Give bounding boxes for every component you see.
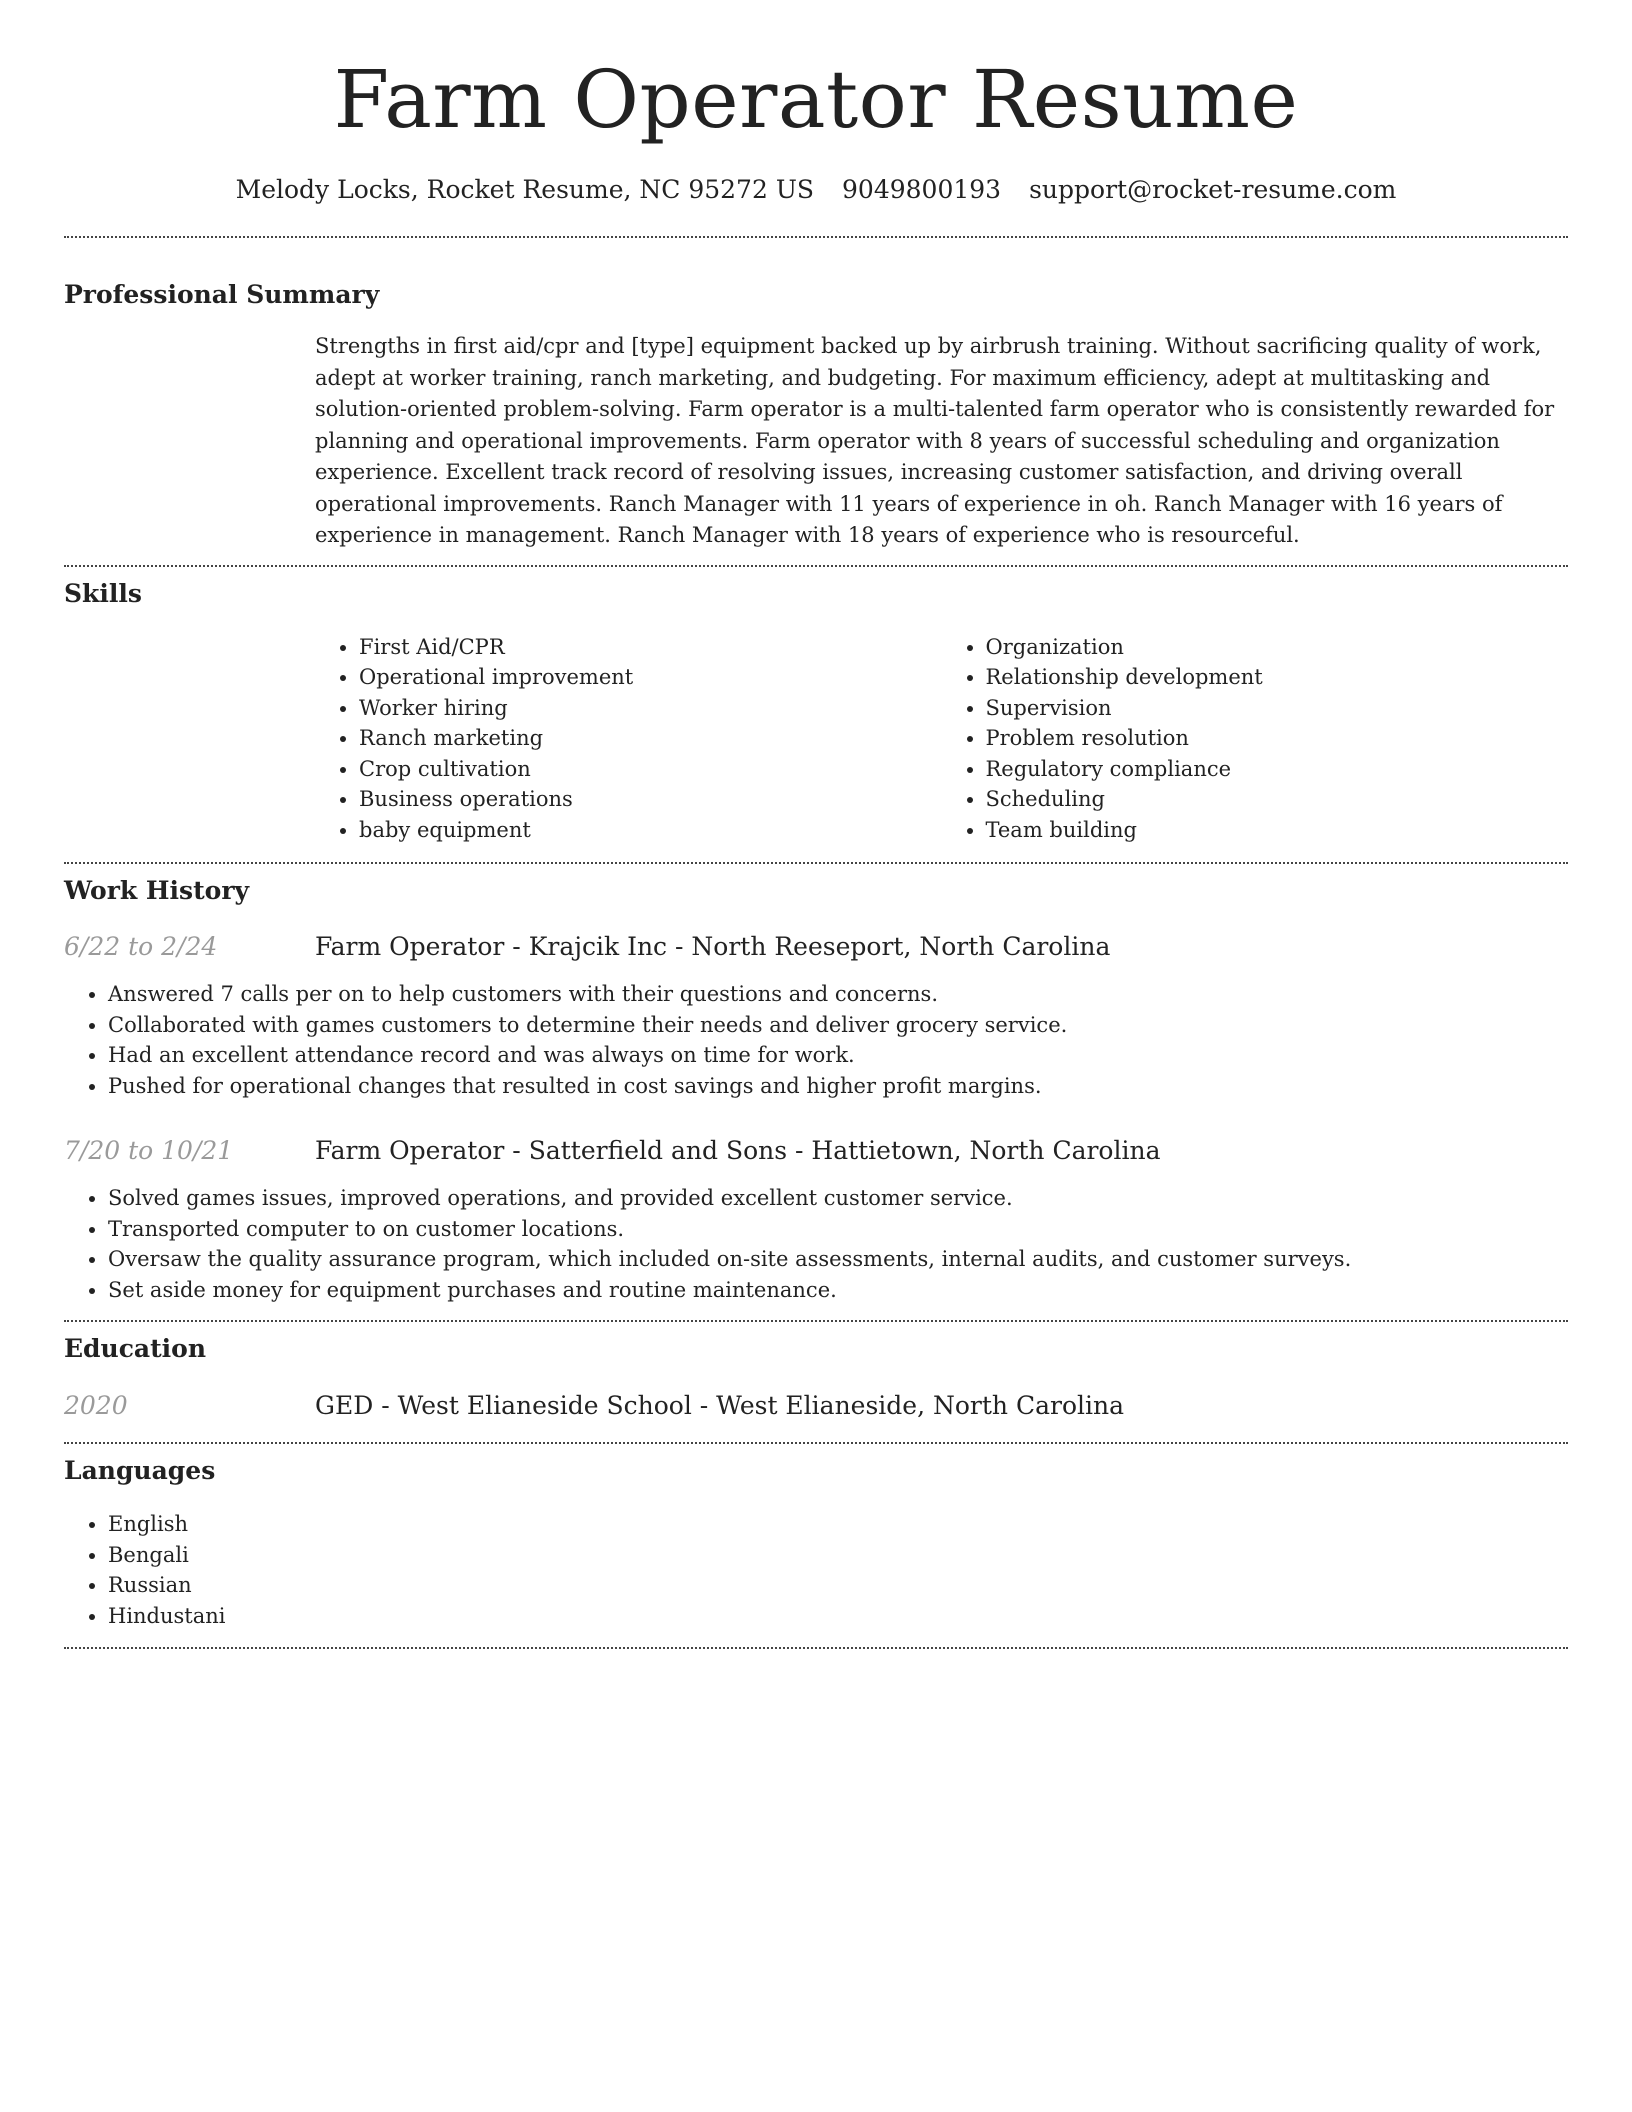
divider xyxy=(64,236,1568,238)
job-bullets xyxy=(64,1183,1568,1305)
divider xyxy=(64,1442,1568,1444)
skill-item: • Team building xyxy=(986,815,1569,846)
contact-email: support@rocket-resume.com xyxy=(1029,175,1397,204)
education-title: GED - West Elianeside School - West Elianeside, North Carolina xyxy=(315,1391,1124,1420)
job-dates: 6/22 to 2/24 xyxy=(64,932,218,961)
skill-item: • Organization xyxy=(986,632,1569,663)
skills-heading: Skills xyxy=(64,578,142,608)
divider xyxy=(64,862,1568,864)
work-heading: Work History xyxy=(64,876,250,905)
job-bullet: • Answered 7 calls per on to help customers with their questions and concerns. xyxy=(108,979,1568,1010)
skills-list-right xyxy=(942,632,1569,846)
job-bullet: • Solved games issues, improved operations, and provided excellent customer service. xyxy=(108,1183,1568,1214)
skill-item: • Supervision xyxy=(986,693,1569,724)
skills-list-left xyxy=(315,632,942,846)
job-title: Farm Operator - Krajcik Inc - North Reeseport, North Carolina xyxy=(315,932,1111,961)
divider xyxy=(64,1320,1568,1322)
skill-item: • First Aid/CPR xyxy=(359,632,942,663)
resume-title: Farm Operator Resume xyxy=(333,53,1299,146)
education-year: 2020 xyxy=(64,1391,128,1420)
skill-item: • Relationship development xyxy=(986,662,1569,693)
skill-item: • Regulatory compliance xyxy=(986,754,1569,785)
job-header xyxy=(64,931,1568,963)
contact-address: Melody Locks, Rocket Resume, NC 95272 US xyxy=(235,175,815,204)
job-bullet: • Transported computer to on customer locations. xyxy=(108,1214,1568,1245)
job-title: Farm Operator - Satterfield and Sons - Hattietown, North Carolina xyxy=(315,1136,1161,1165)
education-heading: Education xyxy=(64,1334,207,1363)
skill-item: • Operational improvement xyxy=(359,662,942,693)
job-bullet: • Collaborated with games customers to determine their needs and deliver grocery service. xyxy=(108,1010,1568,1041)
job-dates: 7/20 to 10/21 xyxy=(64,1136,234,1165)
skill-item: • Ranch marketing xyxy=(359,723,942,754)
divider xyxy=(64,565,1568,567)
divider xyxy=(64,1647,1568,1649)
skill-item: • Business operations xyxy=(359,784,942,815)
language-item: • Bengali xyxy=(108,1540,1568,1571)
job-header xyxy=(64,1135,1568,1167)
resume-page xyxy=(64,0,1568,1649)
language-item: • English xyxy=(108,1509,1568,1540)
job-bullet: • Set aside money for equipment purchases and routine maintenance. xyxy=(108,1275,1568,1306)
contact-phone: 9049800193 xyxy=(842,175,1002,204)
summary-text: Strengths in first aid/cpr and [type] equipment backed up by airbrush training. Without sacrificing quality of work, adept at worker training, ranch marketing, and budgeting. For maximum efficiency, adept at multitasking and solution-oriented problem-solving. Farm operator is a multi-talented farm operator who is consistently rewarded for planning and operational improvements. Farm operator with 8 years of successful scheduling and organization experience. Excellent track record of resolving issues, increasing customer satisfaction, and driving overall operational improvements. Ranch Manager with 11 years of experience in oh. Ranch Manager with 16 years of experience in management. Ranch Manager with 18 years of experience who is resourceful. xyxy=(315,334,1555,547)
summary-heading: Professional Summary xyxy=(64,280,380,309)
skills-grid xyxy=(315,632,1568,846)
job-bullet: • Had an excellent attendance record and was always on time for work. xyxy=(108,1040,1568,1071)
job-bullet: • Oversaw the quality assurance program, which included on-site assessments, internal audits, and customer surveys. xyxy=(108,1244,1568,1275)
skill-item: • baby equipment xyxy=(359,815,942,846)
language-item: • Russian xyxy=(108,1570,1568,1601)
skill-item: • Crop cultivation xyxy=(359,754,942,785)
skill-item: • Worker hiring xyxy=(359,693,942,724)
education-entry xyxy=(64,1390,1568,1422)
job-bullet: • Pushed for operational changes that resulted in cost savings and higher profit margins. xyxy=(108,1071,1568,1102)
job-bullets xyxy=(64,979,1568,1101)
languages-heading: Languages xyxy=(64,1456,216,1485)
language-item: • Hindustani xyxy=(108,1601,1568,1632)
languages-list xyxy=(64,1509,1568,1631)
skill-item: • Problem resolution xyxy=(986,723,1569,754)
contact-line xyxy=(64,174,1568,206)
skill-item: • Scheduling xyxy=(986,784,1569,815)
